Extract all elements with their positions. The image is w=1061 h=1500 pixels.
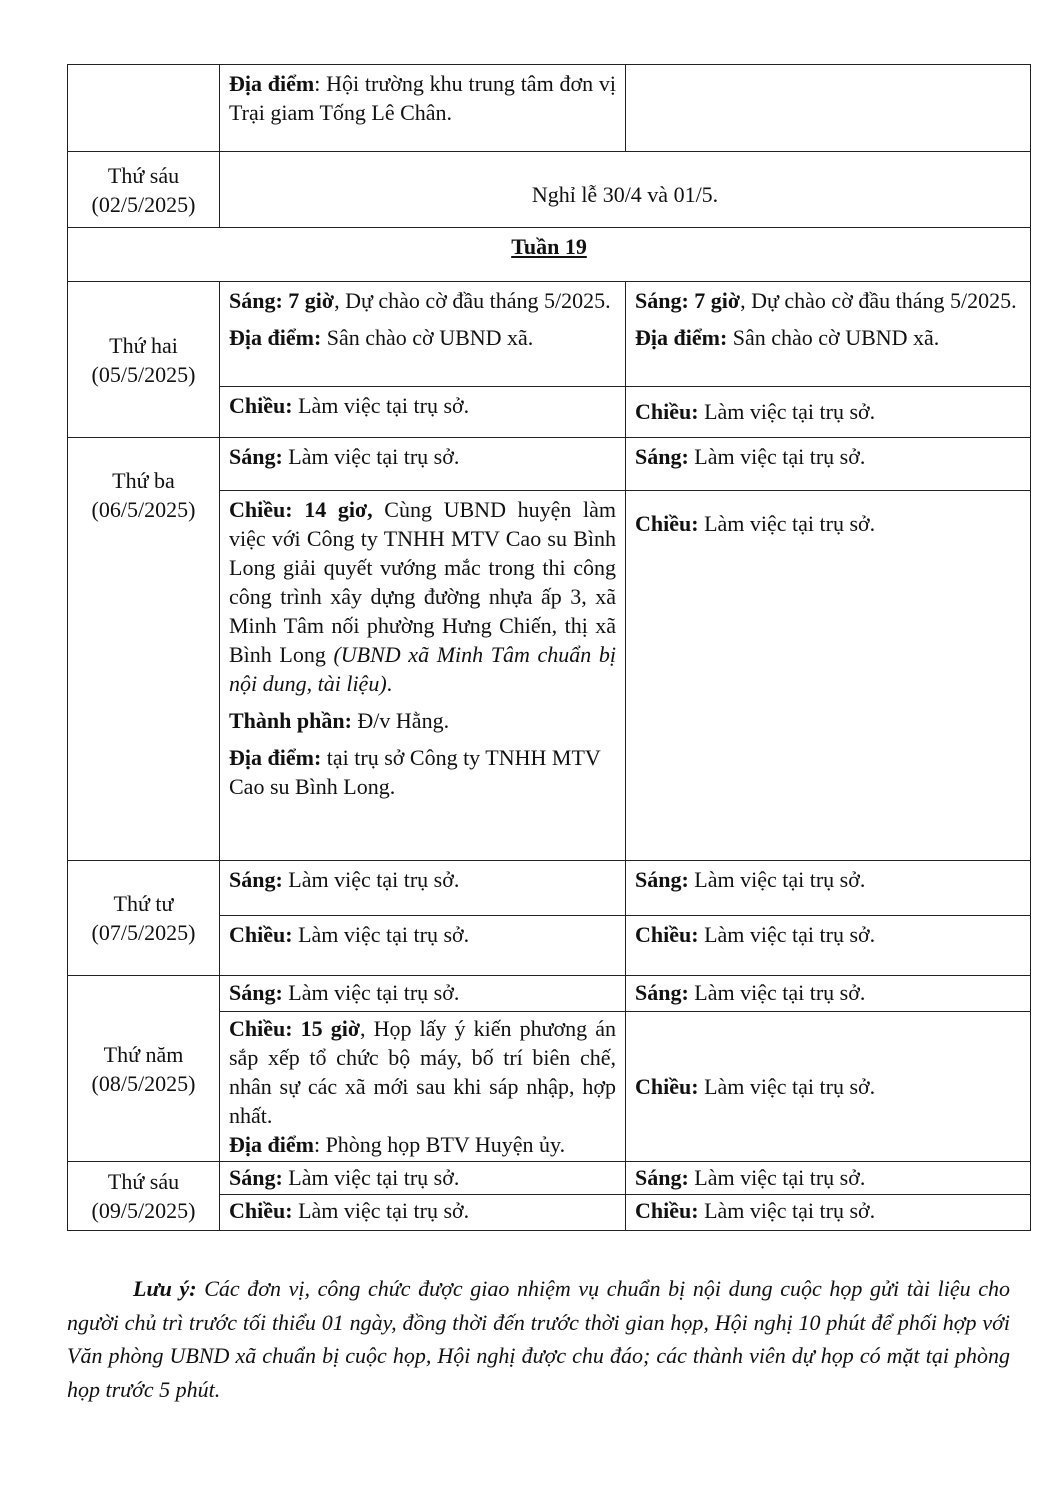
- continuation-col1-cell: Địa điểm: Hội trường khu trung tâm đơn vị Trại giam Tống Lê Chân.: [220, 65, 626, 152]
- day-cell-friday: [68, 1162, 220, 1231]
- day-name: Thứ hai: [109, 332, 178, 358]
- friday-col1-morning: Sáng: Làm việc tại trụ sở.: [220, 1162, 626, 1195]
- friday-col2-morning: Sáng: Làm việc tại trụ sở.: [626, 1162, 1031, 1195]
- row-wednesday-morning: [68, 861, 1031, 916]
- tuesday-col1-morning: Sáng: Làm việc tại trụ sở.: [220, 438, 626, 491]
- monday-col2-afternoon: Chiều: Làm việc tại trụ sở.: [626, 387, 1031, 438]
- day-date: (02/5/2025): [91, 191, 196, 217]
- row-friday-holiday: [68, 152, 1031, 228]
- day-name: Thứ tư: [113, 891, 174, 916]
- wednesday-col1-morning: Sáng: Làm việc tại trụ sở.: [220, 861, 626, 916]
- wednesday-col2-afternoon: Chiều: Làm việc tại trụ sở.: [626, 916, 1031, 976]
- monday-col2-morning: Sáng: 7 giờ, Dự chào cờ đầu tháng 5/2025. Địa điểm: Sân chào cờ UBND xã.: [626, 282, 1031, 387]
- row-monday-morning: [68, 282, 1031, 387]
- week-title: Tuần 19: [511, 234, 587, 259]
- day-name: Thứ ba: [112, 468, 175, 493]
- monday-col1-morning: Sáng: 7 giờ, Dự chào cờ đầu tháng 5/2025. Địa điểm: Sân chào cờ UBND xã.: [220, 282, 626, 387]
- row-tuesday-morning: [68, 438, 1031, 491]
- day-name: Thứ sáu: [107, 162, 180, 188]
- day-cell-friday-holiday: [68, 152, 220, 228]
- holiday-text: Nghỉ lễ 30/4 và 01/5.: [531, 181, 719, 207]
- row-week-title: [68, 228, 1031, 282]
- thursday-col1-morning: Sáng: Làm việc tại trụ sở.: [220, 976, 626, 1012]
- continuation-day-cell: [68, 65, 220, 152]
- day-date: (07/5/2025): [91, 920, 196, 945]
- tuesday-col1-afternoon: Chiều: 14 giơ, Cùng UBND huyện làm việc với Công ty TNHH MTV Cao su Bình Long giải quyết vướng mắc trong thi công công trình xây dựng đường nhựa ấp 3, xã Minh Tâm nối phường Hưng Chiến, thị xã Bình Long (UBND xã Minh Tâm chuẩn bị nội dung, tài liệu). Thành phần: Đ/v Hằng. Địa điểm: tại trụ sở Công ty TNHH MTV Cao su Bình Long.: [220, 491, 626, 861]
- wednesday-col2-morning: Sáng: Làm việc tại trụ sở.: [626, 861, 1031, 916]
- friday-col2-afternoon: Chiều: Làm việc tại trụ sở.: [626, 1195, 1031, 1231]
- day-date: (06/5/2025): [91, 497, 196, 522]
- day-date: (09/5/2025): [91, 1198, 196, 1223]
- day-date: (05/5/2025): [91, 361, 196, 387]
- wednesday-col1-afternoon: Chiều: Làm việc tại trụ sở.: [220, 916, 626, 976]
- continuation-col2-cell: [626, 65, 1031, 152]
- thursday-col1-afternoon: Chiều: 15 giờ, Họp lấy ý kiến phương án sắp xếp tổ chức bộ máy, bố trí biên chế, nhân sự các xã mới sau khi sáp nhập, hợp nhất. Địa điểm: Phòng họp BTV Huyện ủy.: [220, 1012, 626, 1162]
- day-name: Thứ năm: [103, 1041, 184, 1067]
- schedule-table: [67, 64, 1031, 1231]
- tuesday-col2-afternoon: Chiều: Làm việc tại trụ sở.: [626, 491, 1031, 861]
- day-date: (08/5/2025): [91, 1070, 196, 1096]
- continuation-row: [68, 65, 1031, 152]
- day-cell-monday: [68, 282, 220, 438]
- note-paragraph: [67, 1272, 1010, 1406]
- day-name: Thứ sáu: [107, 1169, 180, 1194]
- tuesday-col2-morning: Sáng: Làm việc tại trụ sở.: [626, 438, 1031, 491]
- row-friday-morning: [68, 1162, 1031, 1195]
- thursday-col2-afternoon: Chiều: Làm việc tại trụ sở.: [626, 1012, 1031, 1162]
- day-cell-wednesday: [68, 861, 220, 976]
- day-cell-tuesday: [68, 438, 220, 861]
- note-label: Lưu ý:: [133, 1276, 197, 1301]
- thursday-col2-morning: Sáng: Làm việc tại trụ sở.: [626, 976, 1031, 1012]
- day-cell-thursday: [68, 976, 220, 1162]
- week-title-cell: [68, 228, 1031, 282]
- row-thursday-morning: [68, 976, 1031, 1012]
- note-text: Các đơn vị, công chức được giao nhiệm vụ chuẩn bị nội dung cuộc họp gửi tài liệu cho người chủ trì trước tối thiểu 01 ngày, đồng thời đến trước thời gian họp, Hội nghị 10 phút để phối hợp với Văn phòng UBND xã chuẩn bị cuộc họp, Hội nghị được chu đáo; các thành viên dự họp có mặt tại phòng họp trước 5 phút.: [67, 1276, 1010, 1402]
- holiday-cell: [220, 152, 1031, 228]
- friday-col1-afternoon: Chiều: Làm việc tại trụ sở.: [220, 1195, 626, 1231]
- monday-col1-afternoon: Chiều: Làm việc tại trụ sở.: [220, 387, 626, 438]
